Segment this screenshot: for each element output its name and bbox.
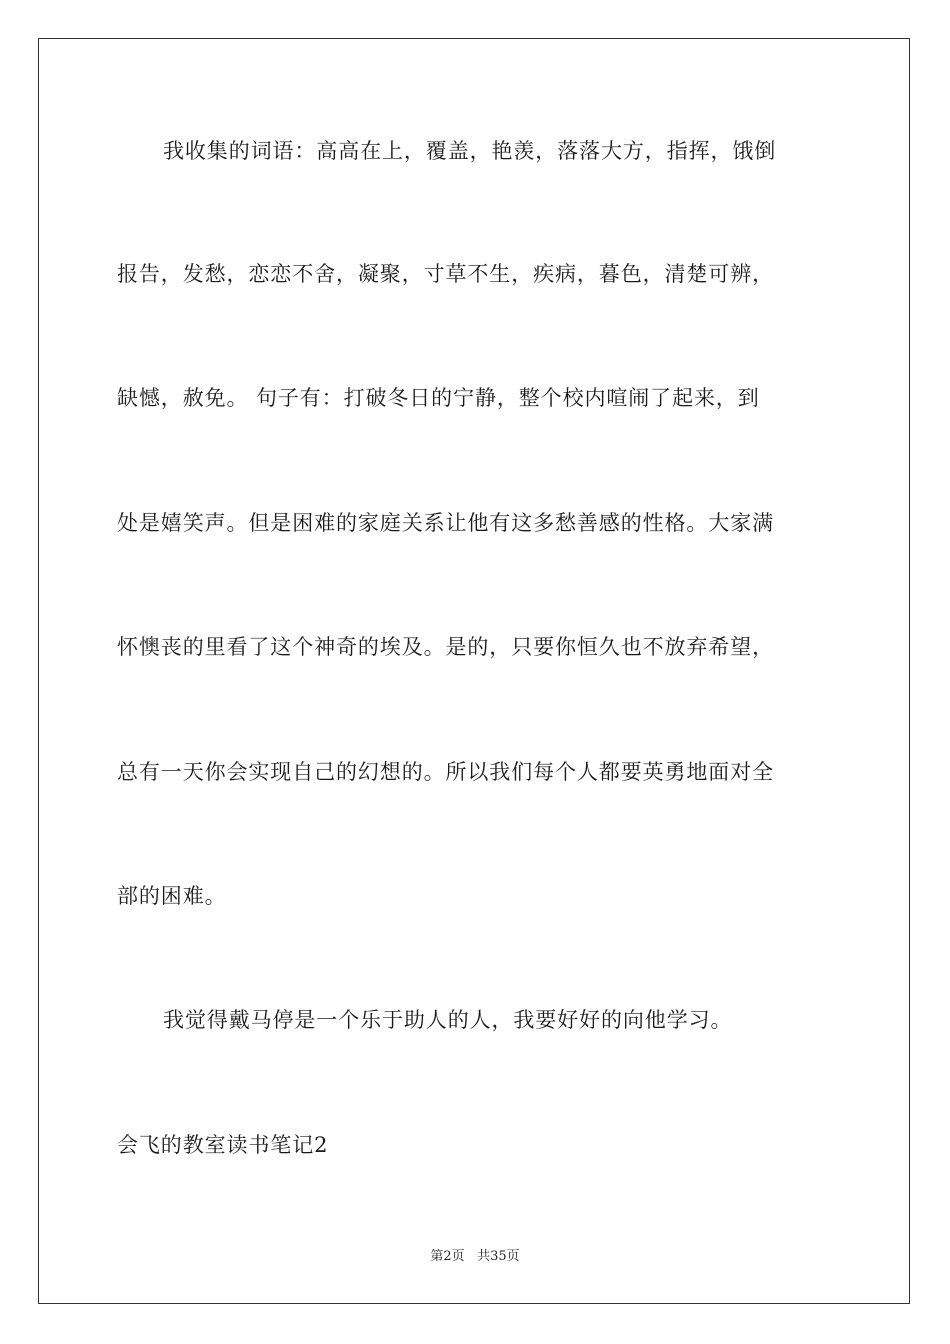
paragraph-1-line-2: 报告，发愁，恋恋不舍，凝聚，寸草不生，疾病，暮色，清楚可辨， [117, 262, 774, 286]
paragraph-1-line-4: 处是嬉笑声。但是困难的家庭关系让他有这多愁善感的性格。大家满 [117, 511, 774, 535]
page-number: 第2页 [430, 1249, 465, 1264]
paragraph-1-line-3: 缺憾，赦免。 句子有：打破冬日的宁静，整个校内喧闹了起来，到 [117, 386, 760, 410]
paragraph-2: 我觉得戴马停是一个乐于助人的人，我要好好的向他学习。 [163, 1008, 733, 1032]
paragraph-1-line-5: 怀懊丧的里看了这个神奇的埃及。是的，只要你恒久也不放弃希望， [117, 635, 774, 659]
page-border [38, 38, 910, 1304]
page-footer [0, 1248, 950, 1266]
paragraph-1-line-7: 部的困难。 [117, 884, 227, 908]
paragraph-1-line-1: 我收集的词语：高高在上，覆盖，艳羡，落落大方，指挥，饿倒 [163, 139, 777, 163]
section-heading: 会飞的教室读书笔记2 [117, 1133, 329, 1157]
page-total: 共35页 [477, 1249, 520, 1264]
paragraph-1-line-6: 总有一天你会实现自己的幻想的。所以我们每个人都要英勇地面对全 [117, 760, 774, 784]
